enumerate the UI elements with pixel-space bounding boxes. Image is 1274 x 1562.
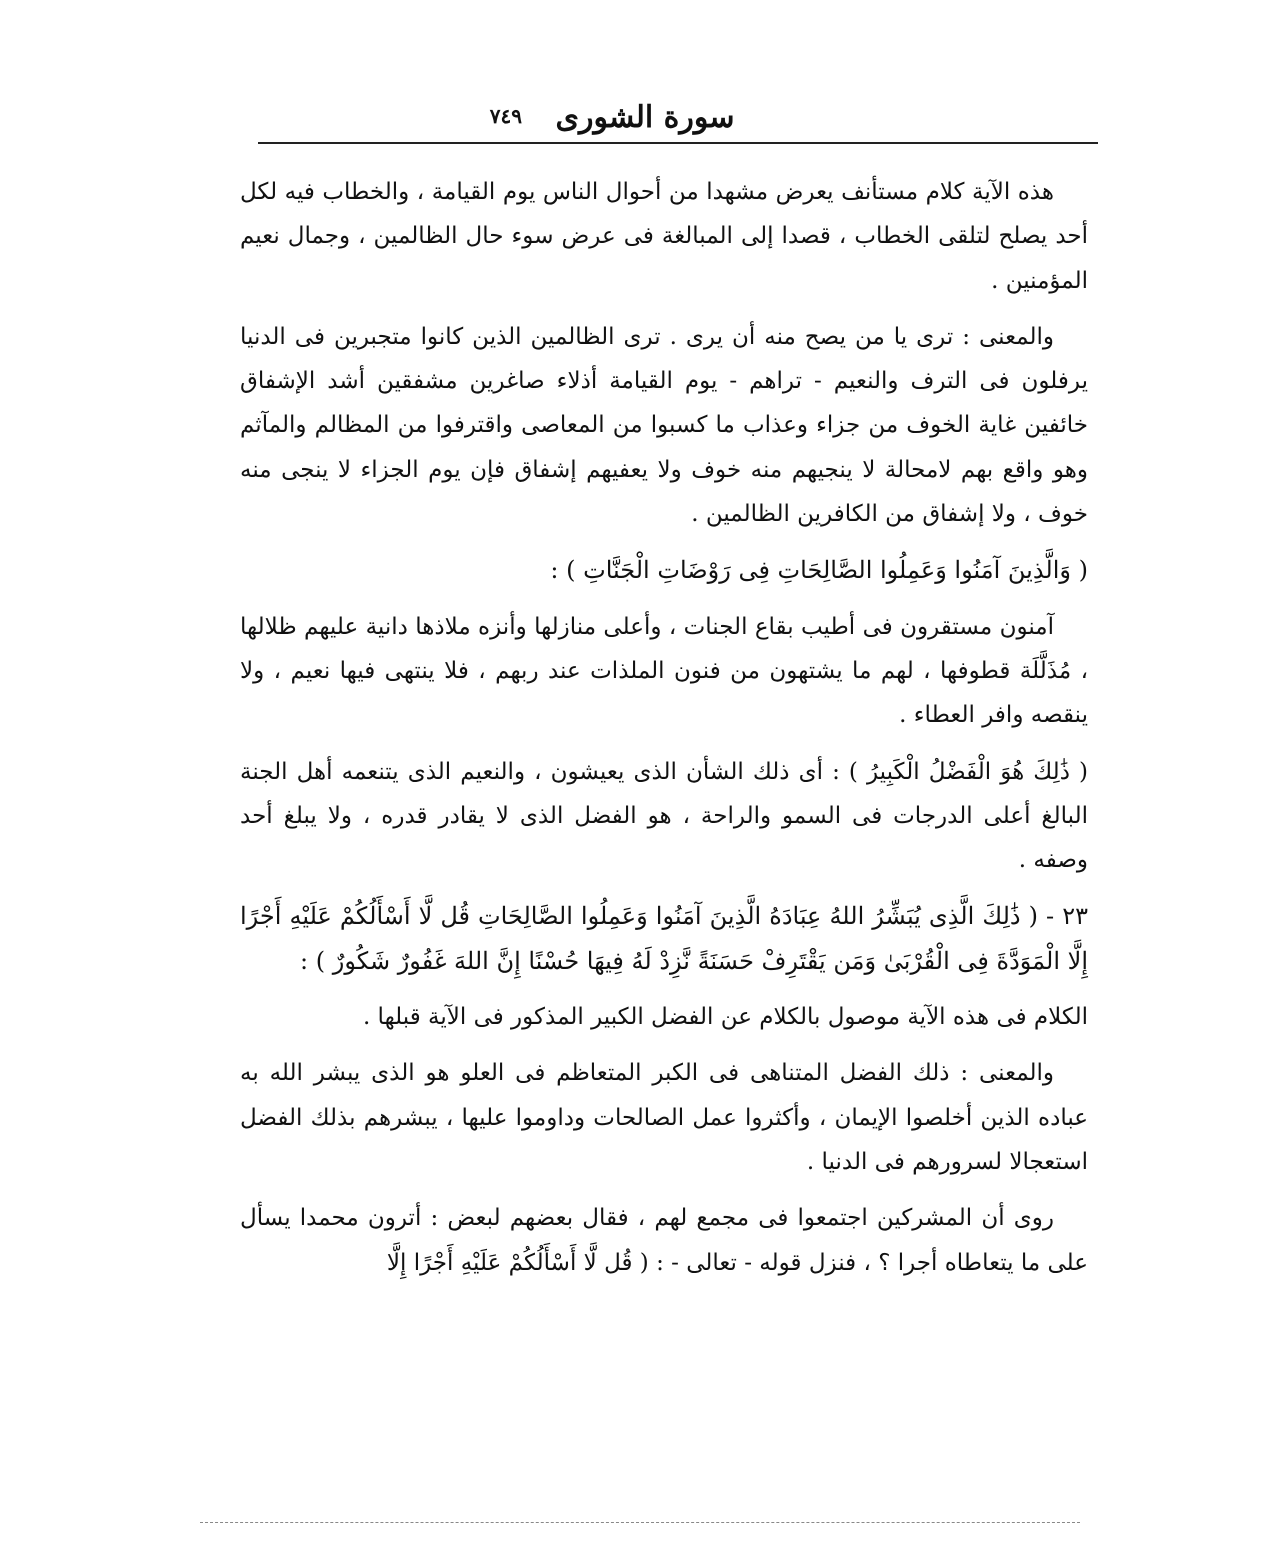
paragraph-gardens: آمنون مستقرون فى أطيب بقاع الجنات ، وأعلى منازلها وأنزه ملاذها دانية عليهم ظلالها ، مُذَلَّلَة قطوفها ، لهم ما يشتهون من فنون الملذات عند ربهم ، فلا ينتهى فيها نعيم ، ولا ينقصه وافر العطاء . [240, 613, 1088, 729]
verse-quote-gardens: ( وَالَّذِينَ آمَنُوا وَعَمِلُوا الصَّالِحَاتِ فِى رَوْضَاتِ الْجَنَّاتِ ) : [550, 556, 1088, 585]
paragraph-narration: روى أن المشركين اجتمعوا فى مجمع لهم ، فقال بعضهم لبعض : أترون محمدا يسأل على ما يتعاطاه أجرا ؟ ، فنزل قوله - تعالى - : ( قُل لَّا أَسْأَلُكُمْ عَلَيْهِ أَجْرًا إِلَّا [240, 1205, 1088, 1276]
header-divider [258, 142, 1098, 144]
paragraph-meaning: والمعنى : ترى يا من يصح منه أن يرى . ترى الظالمين الذين كانوا متجبرين فى الدنيا يرفلون فى الترف والنعيم - تراهم - يوم القيامة أذلاء صاغرين مشفقين أشد الإشفاق خائفين غاية الخوف من جزاء وعذاب ما كسبوا من المعاصى واقترفوا من المظالم والمآثم وهو واقع بهم لامحالة لا ينجيهم منه خوف ولا يعفيهم إشفاق فإن يوم الجزاء لا ينجى منه خوف ، ولا إشفاق من الكافرين الظالمين . [240, 323, 1088, 528]
page-body [240, 170, 1088, 1297]
verse-23: ٢٣ - ( ذَٰلِكَ الَّذِى يُبَشِّرُ اللهُ عِبَادَهُ الَّذِينَ آمَنُوا وَعَمِلُوا الصَّالِحَاتِ قُل لَّا أَسْأَلُكُمْ عَلَيْهِ أَجْرًا إِلَّا الْمَوَدَّةَ فِى الْقُرْبَىٰ وَمَن يَقْتَرِفْ حَسَنَةً نَّزِدْ لَهُ فِيهَا حُسْنًا إِنَّ اللهَ غَفُورٌ شَكُورٌ ) : [240, 902, 1088, 975]
page-header-title: سورة الشورى [555, 100, 735, 135]
page-number: ٧٤٩ [489, 104, 522, 128]
paragraph-great-bounty: ( ذَٰلِكَ هُوَ الْفَضْلُ الْكَبِيرُ ) : أى ذلك الشأن الذى يعيشون ، والنعيم الذى يتنعمه أهل الجنة البالغ أعلى الدرجات فى السمو والراحة ، هو الفضل الذى لا يقادر قدره ، ولا يبلغ أحد وصفه . [240, 758, 1088, 874]
paragraph-meaning-2: والمعنى : ذلك الفضل المتناهى فى الكبر المتعاظم فى العلو هو الذى يبشر الله به عباده الذين أخلصوا الإيمان ، وأكثروا عمل الصالحات وداوموا عليها ، يبشرهم بذلك الفضل استعجالا لسرورهم فى الدنيا . [240, 1060, 1088, 1175]
paragraph-connection: الكلام فى هذه الآية موصول بالكلام عن الفضل الكبير المذكور فى الآية قبلها . [362, 1004, 1088, 1031]
paragraph-intro: هذه الآية كلام مستأنف يعرض مشهدا من أحوال الناس يوم القيامة ، والخطاب فيه لكل أحد يصلح لتلقى الخطاب ، قصدا إلى المبالغة فى عرض سوء حال الظالمين ، وجمال نعيم المؤمنين . [240, 179, 1088, 294]
footer-divider [200, 1522, 1080, 1523]
